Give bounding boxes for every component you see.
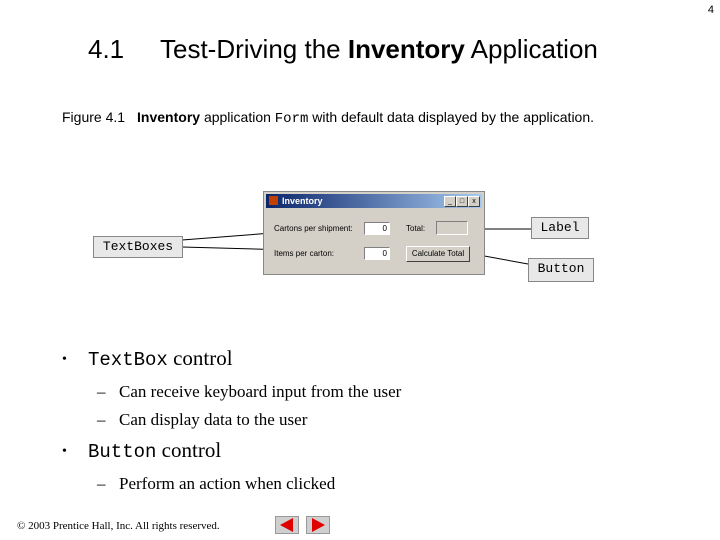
section-title-pre: Test-Driving the [160,34,348,64]
bullet-dot: • [62,444,67,460]
bullet-button [62,438,221,463]
inventory-window [263,191,485,275]
app-icon [269,196,278,205]
window-titlebar [266,194,482,208]
dash: – [97,410,106,429]
page-number: 4 [707,4,714,16]
textboxes-callout: TextBoxes [93,236,183,258]
bullet-dot: • [62,352,67,368]
calculate-total-button[interactable]: Calculate Total [406,246,470,262]
items-textbox[interactable]: 0 [364,247,390,260]
prev-slide-button[interactable] [275,516,299,534]
label-callout: Label [531,217,589,239]
bullet-button-code: Button [88,441,157,463]
figure-text1: application [200,109,275,125]
figure-code: Form [274,111,309,127]
window-title: Inventory [282,196,323,206]
items-label: Items per carton: [274,249,335,258]
button-callout: Button [528,258,594,282]
maximize-button[interactable]: □ [456,196,468,207]
sub-bullet-text: Can display data to the user [119,410,308,429]
bullet-textbox-text: control [167,346,233,370]
bullet-button-text: control [156,438,222,462]
sub-bullet [97,474,335,494]
dash: – [97,382,106,401]
figure-label: Figure 4.1 [62,109,126,125]
cartons-label: Cartons per shipment: [274,224,353,233]
total-label: Total: [406,224,426,233]
section-number: 4.1 [88,34,125,64]
bullet-textbox-code: TextBox [88,349,168,371]
section-title-post: Application [464,34,598,64]
bullet-textbox [62,346,233,371]
sub-bullet-text: Perform an action when clicked [119,474,336,493]
copyright-footer: © 2003 Prentice Hall, Inc. All rights reserved. [17,520,220,532]
sub-bullet-text: Can receive keyboard input from the user [119,382,402,401]
right-arrow-icon [307,517,329,533]
section-title-bold: Inventory [347,34,465,64]
minimize-button[interactable]: _ [444,196,456,207]
close-button[interactable]: x [468,196,480,207]
left-arrow-icon [276,517,298,533]
next-slide-button[interactable] [306,516,330,534]
cartons-textbox[interactable]: 0 [364,222,390,235]
figure-bold: Inventory [137,109,201,125]
sub-bullet [97,410,307,430]
figure-text2: with default data displayed by the application. [308,109,595,125]
total-result-label [436,221,468,235]
dash: – [97,474,106,493]
sub-bullet [97,382,401,402]
